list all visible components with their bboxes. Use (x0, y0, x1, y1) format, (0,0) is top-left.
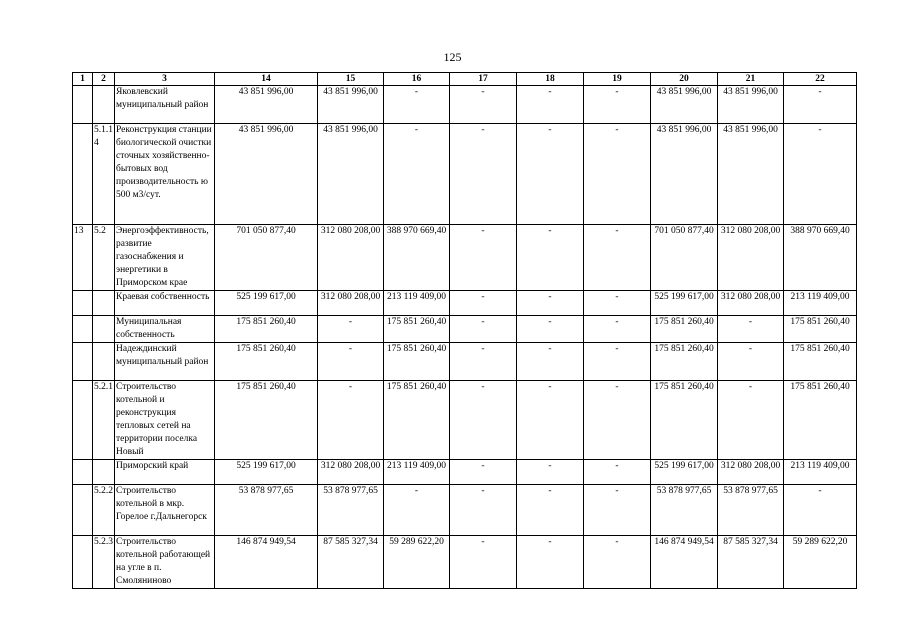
value-cell-col-21: - (718, 381, 784, 460)
value-cell-col-22: - (784, 86, 857, 124)
value-cell-col-17: - (450, 86, 517, 124)
value-cell-col-20: 175 851 260,40 (651, 316, 718, 343)
value-cell-col-22: 175 851 260,40 (784, 316, 857, 343)
table-body (73, 86, 857, 589)
value-cell-col-17: - (450, 485, 517, 536)
value-cell-col-19: - (584, 225, 651, 291)
budget-table (72, 72, 857, 589)
value-cell-col-22: - (784, 485, 857, 536)
column-header: 19 (584, 73, 651, 86)
item-code-cell (93, 460, 115, 485)
value-cell-col-18: - (517, 536, 584, 589)
value-cell-col-19: - (584, 86, 651, 124)
value-cell-col-16: - (384, 86, 450, 124)
item-name-cell: Энергоэффективность, развитие газоснабжения и энергетики в Приморском крае (115, 225, 215, 291)
item-code-cell (93, 316, 115, 343)
value-cell-col-20: 701 050 877,40 (651, 225, 718, 291)
value-cell-col-22: 59 289 622,20 (784, 536, 857, 589)
value-cell-col-17: - (450, 343, 517, 381)
column-header: 20 (651, 73, 718, 86)
value-cell-col-14: 53 878 977,65 (215, 485, 318, 536)
row-number-cell (73, 86, 93, 124)
value-cell-col-15: 312 080 208,00 (318, 460, 384, 485)
value-cell-col-20: 43 851 996,00 (651, 124, 718, 225)
value-cell-col-22: 175 851 260,40 (784, 343, 857, 381)
value-cell-col-20: 175 851 260,40 (651, 343, 718, 381)
item-code-cell: 5.1.14 (93, 124, 115, 225)
value-cell-col-20: 175 851 260,40 (651, 381, 718, 460)
value-cell-col-14: 43 851 996,00 (215, 86, 318, 124)
value-cell-col-14: 525 199 617,00 (215, 460, 318, 485)
value-cell-col-17: - (450, 291, 517, 316)
value-cell-col-19: - (584, 343, 651, 381)
value-cell-col-20: 43 851 996,00 (651, 86, 718, 124)
table-header (73, 73, 857, 86)
column-header: 17 (450, 73, 517, 86)
value-cell-col-15: - (318, 343, 384, 381)
item-name-cell: Строительство котельной и реконструкция тепловых сетей на территории поселка Новый (115, 381, 215, 460)
value-cell-col-18: - (517, 291, 584, 316)
value-cell-col-18: - (517, 124, 584, 225)
value-cell-col-17: - (450, 536, 517, 589)
item-code-cell (93, 291, 115, 316)
row-number-cell (73, 460, 93, 485)
value-cell-col-16: 175 851 260,40 (384, 381, 450, 460)
item-code-cell (93, 343, 115, 381)
value-cell-col-20: 146 874 949,54 (651, 536, 718, 589)
value-cell-col-16: 213 119 409,00 (384, 291, 450, 316)
value-cell-col-15: 312 080 208,00 (318, 225, 384, 291)
item-code-cell: 5.2.1 (93, 381, 115, 460)
value-cell-col-19: - (584, 536, 651, 589)
value-cell-col-21: 312 080 208,00 (718, 460, 784, 485)
item-name-cell: Реконструкция станции биологической очистки сточных хозяйственно-бытовых вод производительность ю 500 м3/сут. (115, 124, 215, 225)
value-cell-col-16: 175 851 260,40 (384, 316, 450, 343)
column-header: 22 (784, 73, 857, 86)
value-cell-col-19: - (584, 124, 651, 225)
value-cell-col-15: 312 080 208,00 (318, 291, 384, 316)
value-cell-col-16: - (384, 124, 450, 225)
value-cell-col-15: 43 851 996,00 (318, 124, 384, 225)
value-cell-col-17: - (450, 225, 517, 291)
value-cell-col-21: 53 878 977,65 (718, 485, 784, 536)
item-name-cell: Строительство котельной работающей на угле в п. Смоляниново (115, 536, 215, 589)
row-number-cell (73, 316, 93, 343)
value-cell-col-18: - (517, 225, 584, 291)
value-cell-col-17: - (450, 381, 517, 460)
item-code-cell (93, 86, 115, 124)
item-name-cell: Приморский край (115, 460, 215, 485)
column-header: 15 (318, 73, 384, 86)
value-cell-col-14: 146 874 949,54 (215, 536, 318, 589)
value-cell-col-20: 53 878 977,65 (651, 485, 718, 536)
value-cell-col-19: - (584, 291, 651, 316)
value-cell-col-16: 388 970 669,40 (384, 225, 450, 291)
value-cell-col-14: 701 050 877,40 (215, 225, 318, 291)
value-cell-col-16: 59 289 622,20 (384, 536, 450, 589)
value-cell-col-20: 525 199 617,00 (651, 291, 718, 316)
row-number-cell (73, 381, 93, 460)
value-cell-col-15: 53 878 977,65 (318, 485, 384, 536)
table-row (73, 124, 857, 225)
value-cell-col-21: 312 080 208,00 (718, 225, 784, 291)
value-cell-col-19: - (584, 460, 651, 485)
value-cell-col-21: - (718, 316, 784, 343)
page-number: 125 (443, 50, 462, 64)
item-name-cell: Яковлевский муниципальный район (115, 86, 215, 124)
value-cell-col-15: 43 851 996,00 (318, 86, 384, 124)
value-cell-col-16: - (384, 485, 450, 536)
item-code-cell: 5.2.3 (93, 536, 115, 589)
item-code-cell: 5.2.2 (93, 485, 115, 536)
table-row (73, 225, 857, 291)
table-row (73, 536, 857, 589)
value-cell-col-19: - (584, 485, 651, 536)
value-cell-col-18: - (517, 485, 584, 536)
table-row (73, 316, 857, 343)
row-number-cell (73, 536, 93, 589)
value-cell-col-21: - (718, 343, 784, 381)
item-name-cell: Строительство котельной в мкр. Горелое г.Дальнегорск (115, 485, 215, 536)
value-cell-col-19: - (584, 381, 651, 460)
table-row (73, 86, 857, 124)
row-number-cell (73, 485, 93, 536)
table-row (73, 460, 857, 485)
value-cell-col-22: - (784, 124, 857, 225)
value-cell-col-22: 213 119 409,00 (784, 291, 857, 316)
value-cell-col-18: - (517, 316, 584, 343)
value-cell-col-18: - (517, 86, 584, 124)
table-row (73, 485, 857, 536)
column-header: 3 (115, 73, 215, 86)
value-cell-col-22: 388 970 669,40 (784, 225, 857, 291)
item-name-cell: Надеждинский муниципальный район (115, 343, 215, 381)
item-name-cell: Муниципальная собственность (115, 316, 215, 343)
value-cell-col-22: 213 119 409,00 (784, 460, 857, 485)
value-cell-col-21: 43 851 996,00 (718, 86, 784, 124)
value-cell-col-16: 213 119 409,00 (384, 460, 450, 485)
value-cell-col-17: - (450, 316, 517, 343)
value-cell-col-15: 87 585 327,34 (318, 536, 384, 589)
row-number-cell: 13 (73, 225, 93, 291)
column-header: 18 (517, 73, 584, 86)
value-cell-col-18: - (517, 460, 584, 485)
value-cell-col-21: 43 851 996,00 (718, 124, 784, 225)
value-cell-col-15: - (318, 316, 384, 343)
value-cell-col-18: - (517, 381, 584, 460)
value-cell-col-17: - (450, 460, 517, 485)
value-cell-col-14: 43 851 996,00 (215, 124, 318, 225)
column-header: 14 (215, 73, 318, 86)
column-header: 2 (93, 73, 115, 86)
column-header: 21 (718, 73, 784, 86)
item-name-cell: Краевая собственность (115, 291, 215, 316)
value-cell-col-17: - (450, 124, 517, 225)
value-cell-col-21: 312 080 208,00 (718, 291, 784, 316)
row-number-cell (73, 124, 93, 225)
value-cell-col-16: 175 851 260,40 (384, 343, 450, 381)
row-number-cell (73, 291, 93, 316)
value-cell-col-14: 175 851 260,40 (215, 381, 318, 460)
value-cell-col-14: 525 199 617,00 (215, 291, 318, 316)
header-row (73, 73, 857, 86)
value-cell-col-18: - (517, 343, 584, 381)
value-cell-col-20: 525 199 617,00 (651, 460, 718, 485)
table-row (73, 291, 857, 316)
column-header: 16 (384, 73, 450, 86)
value-cell-col-22: 175 851 260,40 (784, 381, 857, 460)
value-cell-col-15: - (318, 381, 384, 460)
column-header: 1 (73, 73, 93, 86)
value-cell-col-14: 175 851 260,40 (215, 316, 318, 343)
value-cell-col-14: 175 851 260,40 (215, 343, 318, 381)
table-row (73, 343, 857, 381)
row-number-cell (73, 343, 93, 381)
table-row (73, 381, 857, 460)
value-cell-col-19: - (584, 316, 651, 343)
value-cell-col-21: 87 585 327,34 (718, 536, 784, 589)
item-code-cell: 5.2 (93, 225, 115, 291)
